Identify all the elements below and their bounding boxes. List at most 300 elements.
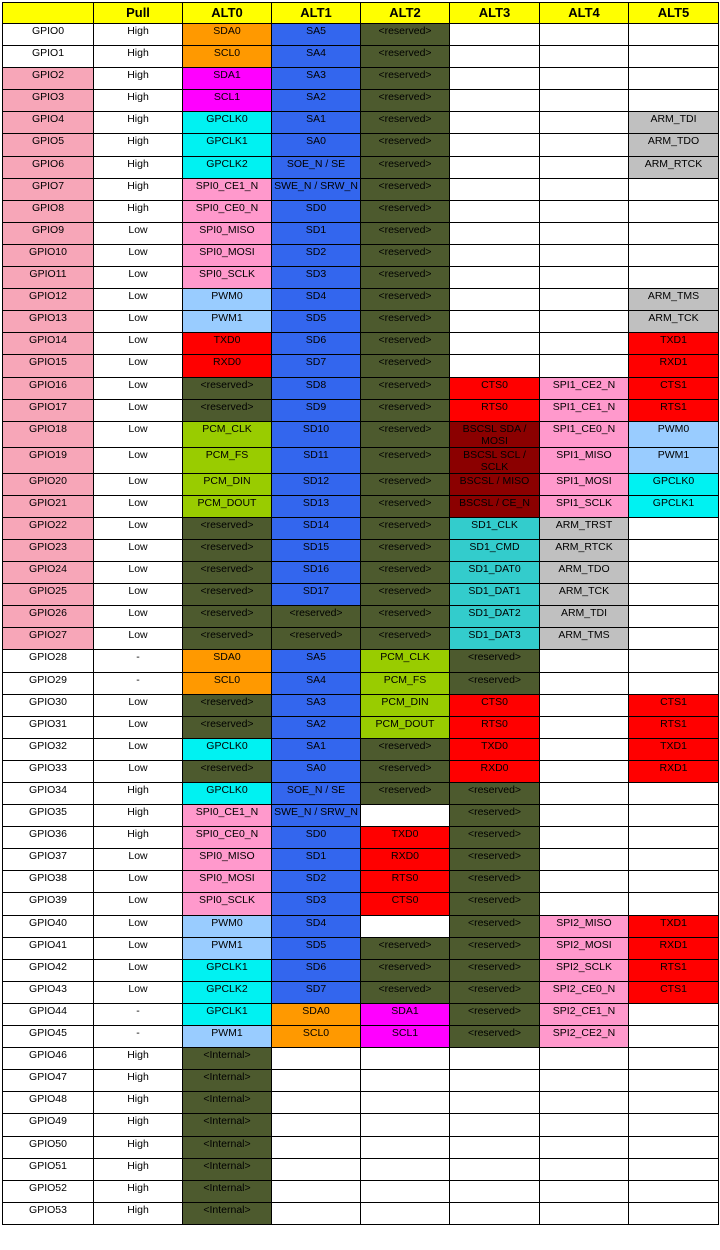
cell-alt0: SPI0_CE1_N — [183, 178, 272, 200]
cell-alt0: GPCLK1 — [183, 1003, 272, 1025]
cell-alt2: <reserved> — [361, 134, 450, 156]
cell-alt2: PCM_FS — [361, 672, 450, 694]
cell-alt2: <reserved> — [361, 517, 450, 539]
cell-alt1: SWE_N / SRW_N — [272, 178, 361, 200]
cell-pin: GPIO1 — [3, 46, 94, 68]
table-row — [3, 915, 719, 937]
cell-pull: Low — [94, 893, 183, 915]
table-row — [3, 156, 719, 178]
cell-pull: Low — [94, 738, 183, 760]
cell-alt3 — [450, 1202, 540, 1224]
cell-alt5: TXD1 — [629, 915, 719, 937]
cell-alt3: SD1_CLK — [450, 517, 540, 539]
cell-pull: High — [94, 1158, 183, 1180]
table-row — [3, 871, 719, 893]
cell-pin: GPIO46 — [3, 1048, 94, 1070]
cell-pin: GPIO12 — [3, 289, 94, 311]
cell-pin: GPIO44 — [3, 1003, 94, 1025]
cell-alt3: <reserved> — [450, 981, 540, 1003]
cell-alt5 — [629, 783, 719, 805]
cell-alt5 — [629, 46, 719, 68]
cell-alt0: GPCLK0 — [183, 783, 272, 805]
cell-alt5 — [629, 562, 719, 584]
cell-alt5: PWM1 — [629, 447, 719, 473]
cell-alt1: SD14 — [272, 517, 361, 539]
cell-alt5 — [629, 1048, 719, 1070]
cell-alt5: ARM_TDO — [629, 134, 719, 156]
cell-alt2 — [361, 1180, 450, 1202]
table-row — [3, 473, 719, 495]
cell-alt1 — [272, 1070, 361, 1092]
cell-alt5 — [629, 1092, 719, 1114]
cell-alt1: SD7 — [272, 981, 361, 1003]
cell-alt2: <reserved> — [361, 738, 450, 760]
cell-alt2: <reserved> — [361, 289, 450, 311]
cell-pull: High — [94, 134, 183, 156]
cell-alt1: SD0 — [272, 827, 361, 849]
cell-pin: GPIO49 — [3, 1114, 94, 1136]
cell-alt5 — [629, 1114, 719, 1136]
cell-alt3: <reserved> — [450, 871, 540, 893]
cell-alt1 — [272, 1048, 361, 1070]
table-row — [3, 333, 719, 355]
cell-alt2 — [361, 1202, 450, 1224]
cell-alt4 — [540, 1180, 629, 1202]
cell-alt0: RXD0 — [183, 355, 272, 377]
cell-alt1 — [272, 1114, 361, 1136]
cell-alt2: <reserved> — [361, 606, 450, 628]
cell-alt0: SDA0 — [183, 24, 272, 46]
cell-alt3: <reserved> — [450, 650, 540, 672]
cell-alt0: PCM_CLK — [183, 421, 272, 447]
cell-pull: Low — [94, 937, 183, 959]
cell-alt3: <reserved> — [450, 849, 540, 871]
cell-alt5: CTS1 — [629, 981, 719, 1003]
cell-alt0: PWM1 — [183, 1026, 272, 1048]
cell-pull: Low — [94, 606, 183, 628]
cell-alt1: SCL0 — [272, 1026, 361, 1048]
cell-pin: GPIO8 — [3, 200, 94, 222]
cell-pin: GPIO0 — [3, 24, 94, 46]
cell-alt1: SD15 — [272, 539, 361, 561]
cell-pin: GPIO32 — [3, 738, 94, 760]
cell-alt5 — [629, 200, 719, 222]
cell-alt5 — [629, 1158, 719, 1180]
cell-alt2: <reserved> — [361, 937, 450, 959]
cell-alt3: SD1_DAT2 — [450, 606, 540, 628]
cell-alt4 — [540, 783, 629, 805]
cell-alt4 — [540, 1048, 629, 1070]
cell-alt0: TXD0 — [183, 333, 272, 355]
cell-alt4 — [540, 871, 629, 893]
cell-alt1: SA3 — [272, 694, 361, 716]
cell-alt2: <reserved> — [361, 355, 450, 377]
cell-alt3: CTS0 — [450, 377, 540, 399]
table-row — [3, 1180, 719, 1202]
cell-pull: High — [94, 1048, 183, 1070]
cell-pin: GPIO34 — [3, 783, 94, 805]
cell-alt2 — [361, 1114, 450, 1136]
cell-alt4 — [540, 333, 629, 355]
cell-alt0: GPCLK1 — [183, 959, 272, 981]
cell-alt4 — [540, 1202, 629, 1224]
table-row — [3, 68, 719, 90]
cell-alt1: SD8 — [272, 377, 361, 399]
cell-alt0: PCM_DOUT — [183, 495, 272, 517]
cell-pull: Low — [94, 473, 183, 495]
cell-alt4 — [540, 200, 629, 222]
cell-pull: Low — [94, 915, 183, 937]
cell-alt2: <reserved> — [361, 399, 450, 421]
cell-alt0: <Internal> — [183, 1136, 272, 1158]
cell-alt3 — [450, 134, 540, 156]
cell-pull: - — [94, 650, 183, 672]
cell-alt1: SD5 — [272, 311, 361, 333]
cell-alt2: <reserved> — [361, 421, 450, 447]
cell-pin: GPIO28 — [3, 650, 94, 672]
table-row — [3, 421, 719, 447]
cell-alt2: TXD0 — [361, 827, 450, 849]
cell-pull: Low — [94, 333, 183, 355]
cell-pull: Low — [94, 628, 183, 650]
cell-alt5: ARM_TDI — [629, 112, 719, 134]
cell-pull: Low — [94, 760, 183, 782]
cell-alt4 — [540, 1136, 629, 1158]
table-header — [3, 3, 719, 24]
cell-alt0: SPI0_MISO — [183, 222, 272, 244]
cell-alt3 — [450, 112, 540, 134]
cell-alt3 — [450, 178, 540, 200]
cell-alt1: SD13 — [272, 495, 361, 517]
header-alt4: ALT4 — [540, 3, 629, 24]
cell-alt1: SD6 — [272, 959, 361, 981]
header-alt2: ALT2 — [361, 3, 450, 24]
cell-alt3 — [450, 90, 540, 112]
gpio-alt-function-table — [2, 2, 719, 1225]
cell-alt0: PWM1 — [183, 937, 272, 959]
cell-alt5: CTS1 — [629, 694, 719, 716]
cell-alt0: PWM1 — [183, 311, 272, 333]
cell-alt2: RXD0 — [361, 849, 450, 871]
table-row — [3, 606, 719, 628]
cell-alt4 — [540, 267, 629, 289]
table-row — [3, 783, 719, 805]
cell-alt1: SD7 — [272, 355, 361, 377]
cell-pin: GPIO18 — [3, 421, 94, 447]
cell-alt5: CTS1 — [629, 377, 719, 399]
cell-alt1: <reserved> — [272, 628, 361, 650]
cell-pin: GPIO52 — [3, 1180, 94, 1202]
cell-alt1: SD4 — [272, 289, 361, 311]
cell-alt3 — [450, 289, 540, 311]
cell-pin: GPIO7 — [3, 178, 94, 200]
cell-alt0: <Internal> — [183, 1180, 272, 1202]
cell-pull: High — [94, 1114, 183, 1136]
cell-pull: - — [94, 672, 183, 694]
cell-alt4 — [540, 672, 629, 694]
cell-alt3 — [450, 24, 540, 46]
cell-alt4 — [540, 1114, 629, 1136]
cell-alt0: GPCLK0 — [183, 738, 272, 760]
cell-alt3 — [450, 1158, 540, 1180]
cell-pin: GPIO23 — [3, 539, 94, 561]
cell-alt1: SD2 — [272, 871, 361, 893]
cell-alt4: SPI1_MOSI — [540, 473, 629, 495]
cell-alt3: <reserved> — [450, 915, 540, 937]
cell-alt2: <reserved> — [361, 959, 450, 981]
cell-alt4 — [540, 827, 629, 849]
cell-alt2: <reserved> — [361, 311, 450, 333]
cell-alt1: SA2 — [272, 716, 361, 738]
cell-alt0: GPCLK2 — [183, 156, 272, 178]
cell-alt3: <reserved> — [450, 827, 540, 849]
cell-alt0: SDA0 — [183, 650, 272, 672]
cell-alt5 — [629, 1180, 719, 1202]
cell-alt0: <reserved> — [183, 377, 272, 399]
cell-alt4: SPI2_CE2_N — [540, 1026, 629, 1048]
cell-alt1: SA3 — [272, 68, 361, 90]
cell-alt1: SD3 — [272, 267, 361, 289]
cell-alt1: SD0 — [272, 200, 361, 222]
cell-alt5: RTS1 — [629, 399, 719, 421]
cell-alt3: SD1_DAT1 — [450, 584, 540, 606]
cell-alt1: SD6 — [272, 333, 361, 355]
cell-alt0: SDA1 — [183, 68, 272, 90]
cell-alt1 — [272, 1092, 361, 1114]
cell-alt1: SOE_N / SE — [272, 783, 361, 805]
cell-alt1: SA4 — [272, 46, 361, 68]
cell-alt3: TXD0 — [450, 738, 540, 760]
cell-pull: High — [94, 783, 183, 805]
cell-alt5: ARM_RTCK — [629, 156, 719, 178]
cell-alt4 — [540, 289, 629, 311]
cell-alt2 — [361, 1158, 450, 1180]
cell-alt3 — [450, 68, 540, 90]
cell-pull: High — [94, 178, 183, 200]
cell-pull: Low — [94, 981, 183, 1003]
cell-alt2 — [361, 1136, 450, 1158]
cell-alt3 — [450, 1092, 540, 1114]
cell-pull: High — [94, 1070, 183, 1092]
cell-pin: GPIO41 — [3, 937, 94, 959]
cell-alt1: SA1 — [272, 112, 361, 134]
cell-alt2 — [361, 1070, 450, 1092]
cell-alt2 — [361, 1048, 450, 1070]
table-row — [3, 827, 719, 849]
cell-alt3: <reserved> — [450, 1003, 540, 1025]
cell-alt2: <reserved> — [361, 90, 450, 112]
cell-alt2 — [361, 805, 450, 827]
cell-alt5: RXD1 — [629, 760, 719, 782]
cell-pin: GPIO24 — [3, 562, 94, 584]
cell-alt0: PCM_FS — [183, 447, 272, 473]
cell-alt1: SDA0 — [272, 1003, 361, 1025]
cell-alt4: SPI1_SCLK — [540, 495, 629, 517]
cell-pull: Low — [94, 584, 183, 606]
cell-alt4 — [540, 311, 629, 333]
table-row — [3, 222, 719, 244]
table-row — [3, 1158, 719, 1180]
table-row — [3, 694, 719, 716]
cell-alt4: ARM_TDI — [540, 606, 629, 628]
cell-alt2: <reserved> — [361, 244, 450, 266]
cell-alt3: <reserved> — [450, 1026, 540, 1048]
cell-pin: GPIO21 — [3, 495, 94, 517]
cell-pin: GPIO43 — [3, 981, 94, 1003]
table-row — [3, 178, 719, 200]
cell-alt0: <Internal> — [183, 1114, 272, 1136]
cell-alt0: <reserved> — [183, 539, 272, 561]
cell-alt2: <reserved> — [361, 156, 450, 178]
cell-alt2: <reserved> — [361, 112, 450, 134]
cell-alt4 — [540, 738, 629, 760]
cell-pin: GPIO25 — [3, 584, 94, 606]
cell-alt1: <reserved> — [272, 606, 361, 628]
cell-alt1: SD1 — [272, 222, 361, 244]
cell-pull: High — [94, 24, 183, 46]
cell-pull: High — [94, 90, 183, 112]
cell-alt3: BSCSL SDA / MOSI — [450, 421, 540, 447]
cell-alt0: PCM_DIN — [183, 473, 272, 495]
cell-alt5 — [629, 628, 719, 650]
cell-alt1: SD17 — [272, 584, 361, 606]
cell-alt1: SD2 — [272, 244, 361, 266]
cell-pull: High — [94, 112, 183, 134]
cell-alt4 — [540, 1092, 629, 1114]
cell-alt0: SCL0 — [183, 672, 272, 694]
cell-alt2: PCM_CLK — [361, 650, 450, 672]
cell-pull: Low — [94, 311, 183, 333]
cell-alt2: <reserved> — [361, 222, 450, 244]
table-row — [3, 90, 719, 112]
cell-pull: Low — [94, 694, 183, 716]
table-row — [3, 1114, 719, 1136]
table-row — [3, 1202, 719, 1224]
cell-alt0: <reserved> — [183, 716, 272, 738]
table-row — [3, 355, 719, 377]
table-row — [3, 849, 719, 871]
table-row — [3, 716, 719, 738]
header-pin — [3, 3, 94, 24]
cell-alt5: TXD1 — [629, 738, 719, 760]
cell-pin: GPIO27 — [3, 628, 94, 650]
cell-pull: - — [94, 1026, 183, 1048]
cell-alt3 — [450, 156, 540, 178]
cell-pin: GPIO16 — [3, 377, 94, 399]
cell-alt0: SPI0_MISO — [183, 849, 272, 871]
cell-alt5 — [629, 1136, 719, 1158]
cell-pin: GPIO50 — [3, 1136, 94, 1158]
table-row — [3, 893, 719, 915]
cell-pull: High — [94, 200, 183, 222]
cell-alt5: PWM0 — [629, 421, 719, 447]
cell-pin: GPIO53 — [3, 1202, 94, 1224]
cell-alt3 — [450, 1048, 540, 1070]
cell-alt4: SPI2_CE1_N — [540, 1003, 629, 1025]
header-alt1: ALT1 — [272, 3, 361, 24]
cell-alt0: GPCLK1 — [183, 134, 272, 156]
cell-alt2: <reserved> — [361, 760, 450, 782]
cell-alt2: <reserved> — [361, 267, 450, 289]
cell-alt0: <reserved> — [183, 628, 272, 650]
cell-alt2: <reserved> — [361, 333, 450, 355]
cell-alt4 — [540, 650, 629, 672]
cell-alt0: <Internal> — [183, 1070, 272, 1092]
cell-pull: Low — [94, 539, 183, 561]
cell-alt5: TXD1 — [629, 333, 719, 355]
cell-alt0: SPI0_CE0_N — [183, 827, 272, 849]
cell-alt2: <reserved> — [361, 562, 450, 584]
header-alt0: ALT0 — [183, 3, 272, 24]
cell-alt4 — [540, 244, 629, 266]
cell-alt0: <reserved> — [183, 694, 272, 716]
cell-pin: GPIO3 — [3, 90, 94, 112]
cell-alt2: <reserved> — [361, 584, 450, 606]
cell-alt5 — [629, 90, 719, 112]
cell-alt5 — [629, 68, 719, 90]
cell-alt1 — [272, 1158, 361, 1180]
table-row — [3, 267, 719, 289]
cell-alt3: BSCSL / MISO — [450, 473, 540, 495]
cell-alt0: SPI0_SCLK — [183, 267, 272, 289]
cell-alt5 — [629, 267, 719, 289]
table-row — [3, 1136, 719, 1158]
cell-alt5 — [629, 1070, 719, 1092]
cell-alt1: SD16 — [272, 562, 361, 584]
cell-alt5 — [629, 244, 719, 266]
cell-pin: GPIO45 — [3, 1026, 94, 1048]
cell-alt3: <reserved> — [450, 783, 540, 805]
cell-alt5 — [629, 805, 719, 827]
cell-pull: Low — [94, 222, 183, 244]
cell-alt2: RTS0 — [361, 871, 450, 893]
cell-alt4: SPI2_SCLK — [540, 959, 629, 981]
cell-alt1: SD10 — [272, 421, 361, 447]
cell-alt2: <reserved> — [361, 68, 450, 90]
cell-pin: GPIO2 — [3, 68, 94, 90]
cell-alt3 — [450, 355, 540, 377]
cell-alt4: ARM_TCK — [540, 584, 629, 606]
cell-alt5 — [629, 871, 719, 893]
cell-pin: GPIO35 — [3, 805, 94, 827]
cell-alt5: RXD1 — [629, 355, 719, 377]
cell-alt0: <Internal> — [183, 1048, 272, 1070]
cell-alt5 — [629, 893, 719, 915]
cell-pull: Low — [94, 377, 183, 399]
cell-alt1: SA0 — [272, 134, 361, 156]
cell-pull: Low — [94, 355, 183, 377]
cell-alt0: <reserved> — [183, 399, 272, 421]
cell-alt3 — [450, 1180, 540, 1202]
cell-alt5 — [629, 1026, 719, 1048]
table-row — [3, 628, 719, 650]
cell-pull: Low — [94, 244, 183, 266]
table-row — [3, 738, 719, 760]
cell-alt5 — [629, 539, 719, 561]
table-row — [3, 244, 719, 266]
cell-alt4 — [540, 134, 629, 156]
cell-pull: Low — [94, 562, 183, 584]
table-row — [3, 937, 719, 959]
table-row — [3, 981, 719, 1003]
cell-alt0: <reserved> — [183, 584, 272, 606]
cell-alt2: <reserved> — [361, 447, 450, 473]
cell-alt5: ARM_TMS — [629, 289, 719, 311]
cell-alt4: SPI1_MISO — [540, 447, 629, 473]
cell-pull: High — [94, 46, 183, 68]
cell-alt3: <reserved> — [450, 959, 540, 981]
cell-pull: Low — [94, 289, 183, 311]
